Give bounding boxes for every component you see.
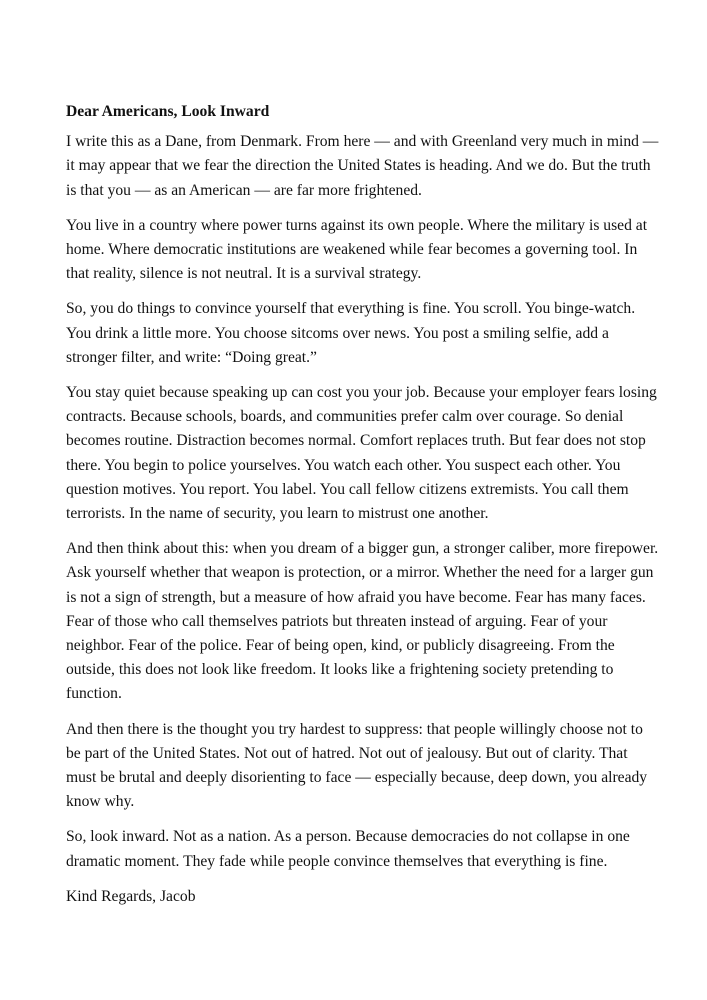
letter-paragraph-3: So, you do things to convince yourself that everything is fine. You scroll. You binge-watch. You drink a little more. You choose sitcoms over news. You post a smiling selfie, add a stronger filter, and write: “Doing great.”	[66, 300, 636, 366]
letter-document	[66, 100, 660, 909]
letter-paragraph-7: So, look inward. Not as a nation. As a person. Because democracies do not collapse in one dramatic moment. They fade while people convince themselves that everything is fine.	[66, 828, 630, 870]
letter-paragraph-4: You stay quiet because speaking up can cost you your job. Because your employer fears losing contracts. Because schools, boards, and communities prefer calm over courage. So denial becomes routine. Distraction becomes normal. Comfort replaces truth. But fear does not stop there. You begin to police yourselves. You watch each other. You suspect each other. You question motives. You report. You label. You call fellow citizens extremists. You call them terrorists. In the name of security, you learn to mistrust one another.	[66, 384, 657, 523]
letter-paragraph-2: You live in a country where power turns against its own people. Where the military is used at home. Where democratic institutions are weakened while fear becomes a governing tool. In that reality, silence is not neutral. It is a survival strategy.	[66, 216, 648, 283]
letter-paragraph-5: And then think about this: when you dream of a bigger gun, a stronger caliber, more firepower. Ask yourself whether that weapon is protection, or a mirror. Whether the need for a larger gun is not a sign of strength, but a measure of how afraid you have become. Fear has many faces. Fear of those who call themselves patriots but threaten instead of arguing. Fear of your neighbor. Fear of the police. Fear of being open, kind, or publicly disagreeing. From the outside, this does not look like freedom. It looks like a frightening society pretending to function.	[66, 540, 659, 703]
letter-signoff: Kind Regards, Jacob	[66, 887, 196, 905]
letter-paragraph-1: I write this as a Dane, from Denmark. From here — and with Greenland very much in mind — it may appear that we fear the direction the United States is heading. And we do. But the truth is that you — as an American — are far more frightened.	[66, 133, 659, 199]
letter-paragraph-6: And then there is the thought you try hardest to suppress: that people willingly choose not to be part of the United States. Not out of hatred. Not out of jealousy. But out of clarity. That must be brutal and deeply disorienting to face — especially because, deep down, you already know why.	[66, 720, 648, 811]
letter-title: Dear Americans, Look Inward	[66, 103, 270, 120]
